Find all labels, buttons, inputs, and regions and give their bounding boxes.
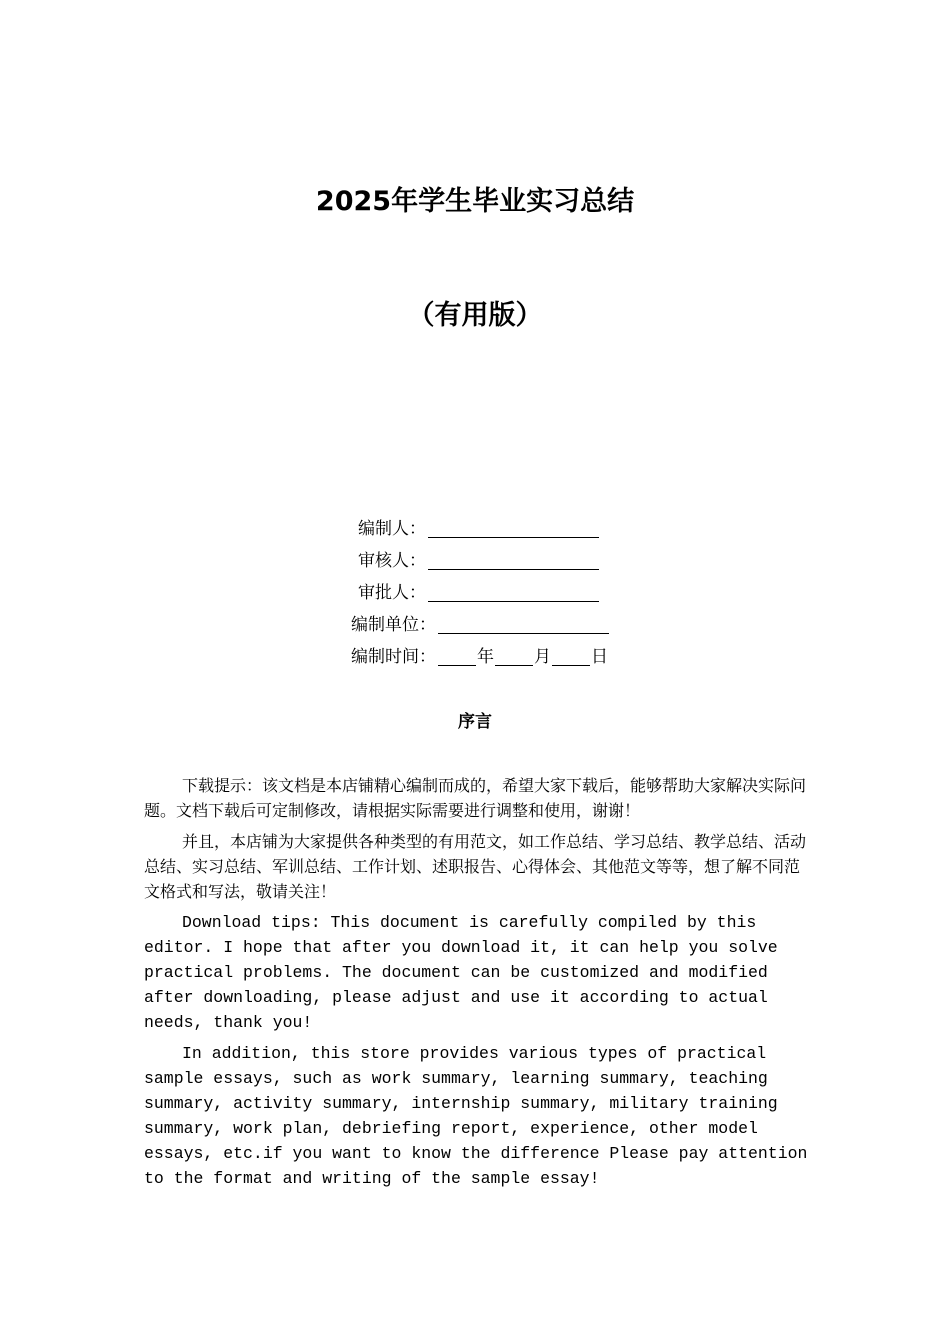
preface-body (144, 773, 808, 1197)
reviewer-row (0, 545, 950, 577)
year-blank (438, 665, 476, 666)
approver-row (0, 577, 950, 609)
unit-label: 编制单位： (351, 615, 436, 635)
preface-heading: 序言 (458, 712, 492, 732)
month-blank (495, 665, 533, 666)
approver-blank (428, 601, 599, 602)
compiler-row (0, 513, 950, 545)
unit-row (0, 609, 950, 641)
day-blank (552, 665, 590, 666)
document-title: 2025年学生毕业实习总结 (315, 186, 635, 217)
time-row (0, 641, 950, 673)
preface-paragraph-3: Download tips: This document is carefully compiled by this editor. I hope that after you download it, it can help you solve practical problems. The document can be customized and modified after downloading, please adjust and use it according to actual needs, thank you! (144, 913, 778, 1032)
preface-paragraph-2: 并且，本店铺为大家提供各种类型的有用范文，如工作总结、学习总结、教学总结、活动总结、实习总结、军训总结、工作计划、述职报告、心得体会、其他范文等等，想了解不同范文格式和写法，敬请关注！ (144, 832, 807, 901)
compiler-label: 编制人： (358, 519, 426, 539)
time-label: 编制时间： (351, 647, 436, 667)
compiler-blank (428, 537, 599, 538)
reviewer-label: 审核人： (358, 551, 426, 571)
reviewer-blank (428, 569, 599, 570)
year-label: 年 (477, 647, 494, 667)
document-subtitle: （有用版） (407, 300, 543, 331)
preface-paragraph-1: 下载提示：该文档是本店铺精心编制而成的，希望大家下载后，能够帮助大家解决实际问题。文档下载后可定制修改，请根据实际需要进行调整和使用，谢谢！ (144, 776, 807, 820)
day-label: 日 (591, 647, 608, 667)
approval-form (0, 513, 950, 673)
month-label: 月 (534, 647, 551, 667)
approver-label: 审批人： (358, 583, 426, 603)
preface-paragraph-4: In addition, this store provides various types of practical sample essays, such as work summary, learning summary, teaching summary, activity summary, internship summary, military training summary, work plan, debriefing report, experience, other model essays, etc.if you want to know the difference Please pay attention to the format and writing of the sample essay! (144, 1044, 808, 1188)
unit-blank (438, 633, 609, 634)
